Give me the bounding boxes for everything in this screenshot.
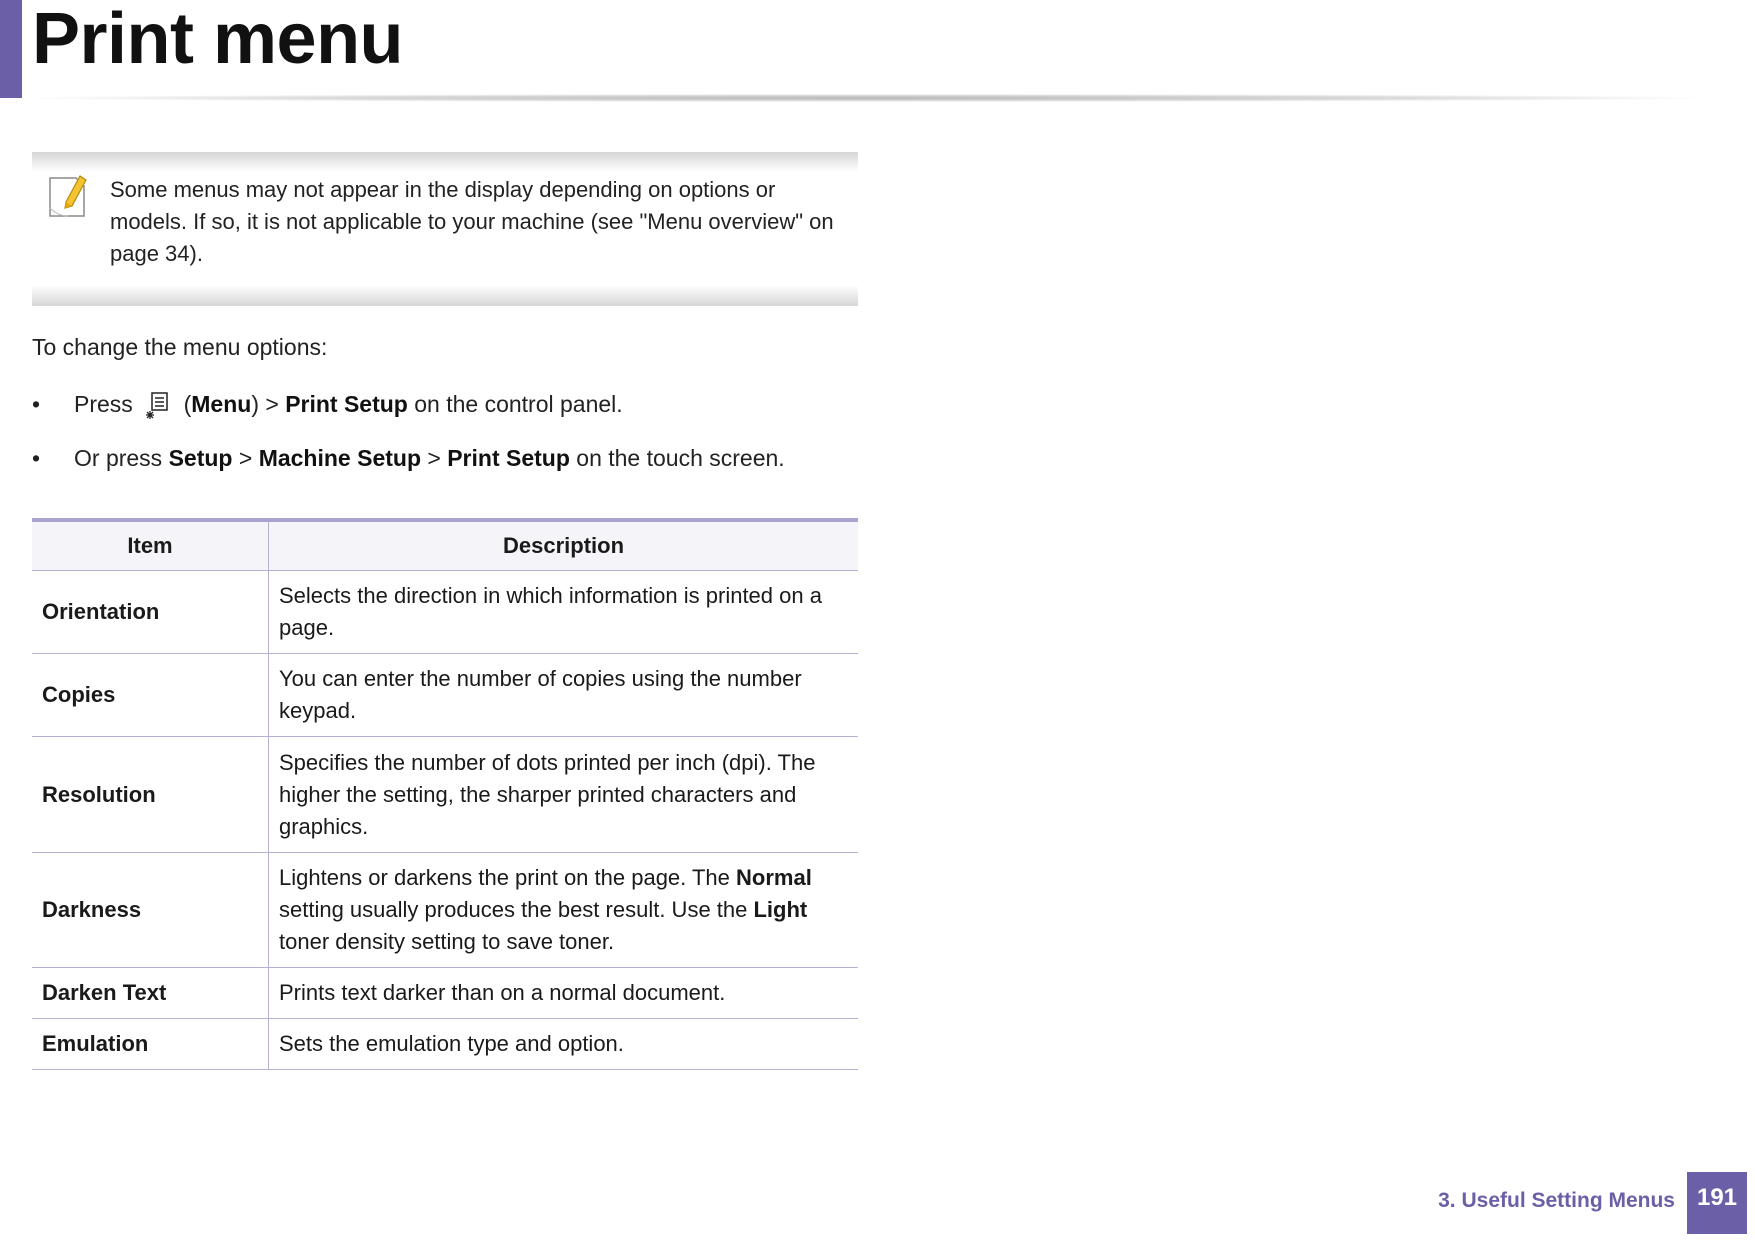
title-divider <box>30 94 1700 102</box>
item-cell: Darkness <box>32 853 269 968</box>
item-cell: Darken Text <box>32 968 269 1019</box>
description-cell: Selects the direction in which information is printed on a page. <box>269 571 859 654</box>
table-row <box>32 968 858 1019</box>
note-box <box>32 152 858 306</box>
item-cell: Copies <box>32 654 269 737</box>
table-row <box>32 853 858 968</box>
table-row <box>32 571 858 654</box>
item-cell: Resolution <box>32 737 269 853</box>
note-text: Some menus may not appear in the display depending on options or models. If so, it is not applicable to your machine (see "Menu overview" on page 34). <box>110 177 834 266</box>
setup-label: Setup <box>168 445 233 471</box>
bullet-marker: • <box>32 391 41 417</box>
column-header-description: Description <box>269 520 859 571</box>
table-row <box>32 1019 858 1070</box>
title-accent-bar <box>0 0 22 98</box>
print-setup-label: Print Setup <box>285 391 408 417</box>
normal-label: Normal <box>736 865 812 890</box>
description-cell: Prints text darker than on a normal document. <box>269 968 859 1019</box>
table-header-row <box>32 520 858 571</box>
chapter-footer: 3. Useful Setting Menus <box>1438 1189 1675 1212</box>
column-header-item: Item <box>32 520 269 571</box>
description-cell: You can enter the number of copies using the number keypad. <box>269 654 859 737</box>
intro-text: To change the menu options: <box>32 334 328 360</box>
item-cell: Emulation <box>32 1019 269 1070</box>
print-setup-label: Print Setup <box>447 445 570 471</box>
description-cell: Specifies the number of dots printed per inch (dpi). The higher the setting, the sharper printed characters and graphics. <box>269 737 859 853</box>
machine-setup-label: Machine Setup <box>258 445 421 471</box>
light-label: Light <box>753 897 808 922</box>
page-number: 191 <box>1687 1172 1747 1234</box>
print-menu-table <box>32 518 858 1070</box>
bullet-marker: • <box>32 445 41 471</box>
bullet-touch-screen: • Or press Setup > Machine Setup > Print Setup on the touch screen. <box>32 445 785 471</box>
menu-icon <box>143 390 173 420</box>
page-title: Print menu <box>32 0 404 79</box>
bullet-control-panel: • Press (Menu) > Print Setup on the control panel. <box>32 390 623 420</box>
description-cell: Sets the emulation type and option. <box>269 1019 859 1070</box>
note-pencil-icon <box>46 172 88 220</box>
table-row <box>32 737 858 853</box>
menu-label: Menu <box>191 391 252 417</box>
item-cell: Orientation <box>32 571 269 654</box>
description-cell: Lightens or darkens the print on the page. The Normal setting usually produces the best result. Use the Light toner density setting to save toner. <box>269 853 859 968</box>
table-row <box>32 654 858 737</box>
